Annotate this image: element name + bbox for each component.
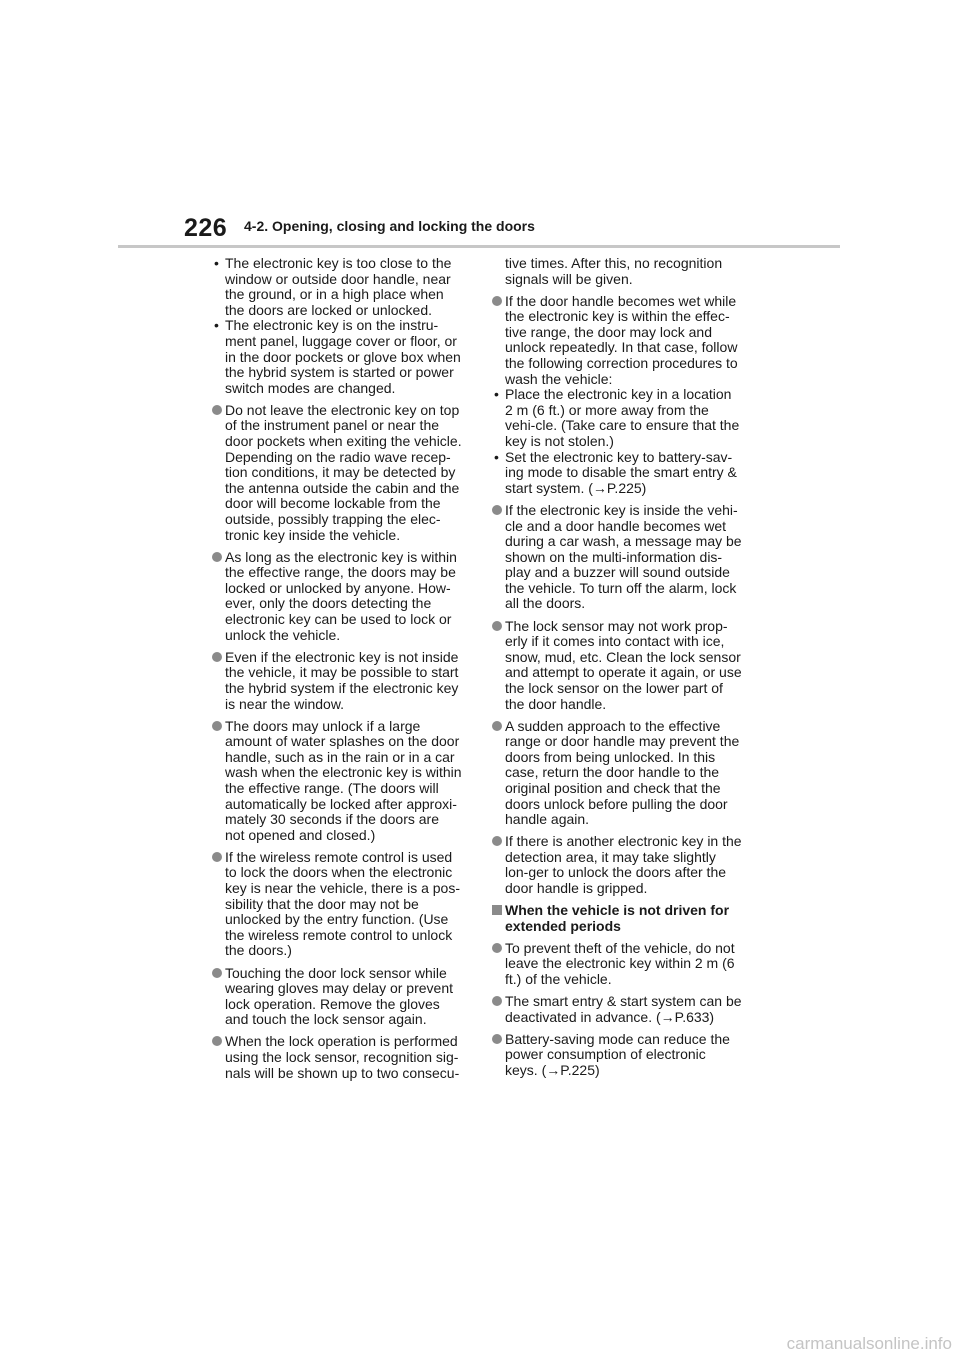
list-item: • Set the electronic key to battery-sav-ing mode to disable the smart entry & start system. (→P.225) [492, 450, 742, 497]
left-column [212, 256, 462, 1088]
watermark: carmanualsonline.info [786, 1334, 952, 1353]
list-item: If there is another electronic key in the detection area, it may take slightly lon-ger to unlock the doors after the door handle is gripped. [492, 834, 742, 896]
page-header [184, 214, 844, 244]
list-item: If the electronic key is inside the vehi-cle and a door handle becomes wet during a car wash, a message may be shown on the multi-information dis-play and a buzzer will sound outside the vehicle. To turn off the alarm, lock all the doors. [492, 503, 742, 612]
section-title: 4-2. Opening, closing and locking the doors [244, 218, 535, 234]
list-item: Battery-saving mode can reduce the power consumption of electronic keys. (→P.225) [492, 1032, 742, 1079]
list-item: The doors may unlock if a large amount of water splashes on the door handle, such as in the rain or in a car wash when the electronic key is within the effective range. (The doors will automatically be locked after approxi-mately 30 seconds if the doors are not opened and closed.) [212, 719, 462, 844]
continuation-text: tive times. After this, no recognition signals will be given. [505, 255, 723, 287]
list-item: If the door handle becomes wet while the electronic key is within the effec-tive range, the door may lock and unlock repeatedly. In that case, follow the following correction procedures to wash the vehicle: [492, 294, 742, 388]
list-item: The smart entry & start system can be deactivated in advance. (→P.633) [492, 994, 742, 1025]
page-number: 226 [184, 214, 228, 242]
list-item: As long as the electronic key is within the effective range, the doors may be locked or unlocked by anyone. How-ever, only the doors detecting the electronic key can be used to lock or unlock the vehicle. [212, 550, 462, 644]
list-item: If the wireless remote control is used to lock the doors when the electronic key is near the vehicle, there is a pos-sibility that the door may not be unlocked by the entry function. (Use the wireless remote control to unlock the doors.) [212, 850, 462, 959]
section-heading: When the vehicle is not driven for extended periods [492, 903, 742, 934]
list-item: The lock sensor may not work prop-erly if it comes into contact with ice, snow, mud, etc. Clean the lock sensor and attempt to operate it again, or use the lock sensor on the lower part of the door handle. [492, 619, 742, 713]
list-item: Even if the electronic key is not inside the vehicle, it may be possible to start the hybrid system if the electronic key is near the window. [212, 650, 462, 712]
list-item: A sudden approach to the effective range or door handle may prevent the doors from being unlocked. In this case, return the door handle to the original position and check that the doors unlock before pulling the door handle again. [492, 719, 742, 828]
list-item: When the lock operation is performed using the lock sensor, recognition sig-nals will be shown up to two consecu- [212, 1034, 462, 1081]
right-column [492, 256, 742, 1085]
list-item: Touching the door lock sensor while wearing gloves may delay or prevent lock operation. Remove the gloves and touch the lock sensor again. [212, 966, 462, 1028]
list-item: • The electronic key is too close to the window or outside door handle, near the ground, or in a high place when the doors are locked or unlocked. [212, 256, 462, 318]
list-item: Do not leave the electronic key on top of the instrument panel or near the door pockets when exiting the vehicle. Depending on the radio wave recep-tion conditions, it may be detected by the antenna outside the cabin and the door will become lockable from the outside, possibly trapping the elec-tronic key inside the vehicle. [212, 403, 462, 543]
list-item: • The electronic key is on the instru-ment panel, luggage cover or floor, or in the door pockets or glove box when the hybrid system is started or power switch modes are changed. [212, 318, 462, 396]
list-item: To prevent theft of the vehicle, do not leave the electronic key within 2 m (6 ft.) of the vehicle. [492, 941, 742, 988]
header-divider [118, 245, 840, 248]
list-item: • Place the electronic key in a location 2 m (6 ft.) or more away from the vehi-cle. (Take care to ensure that the key is not stolen.) [492, 387, 742, 449]
